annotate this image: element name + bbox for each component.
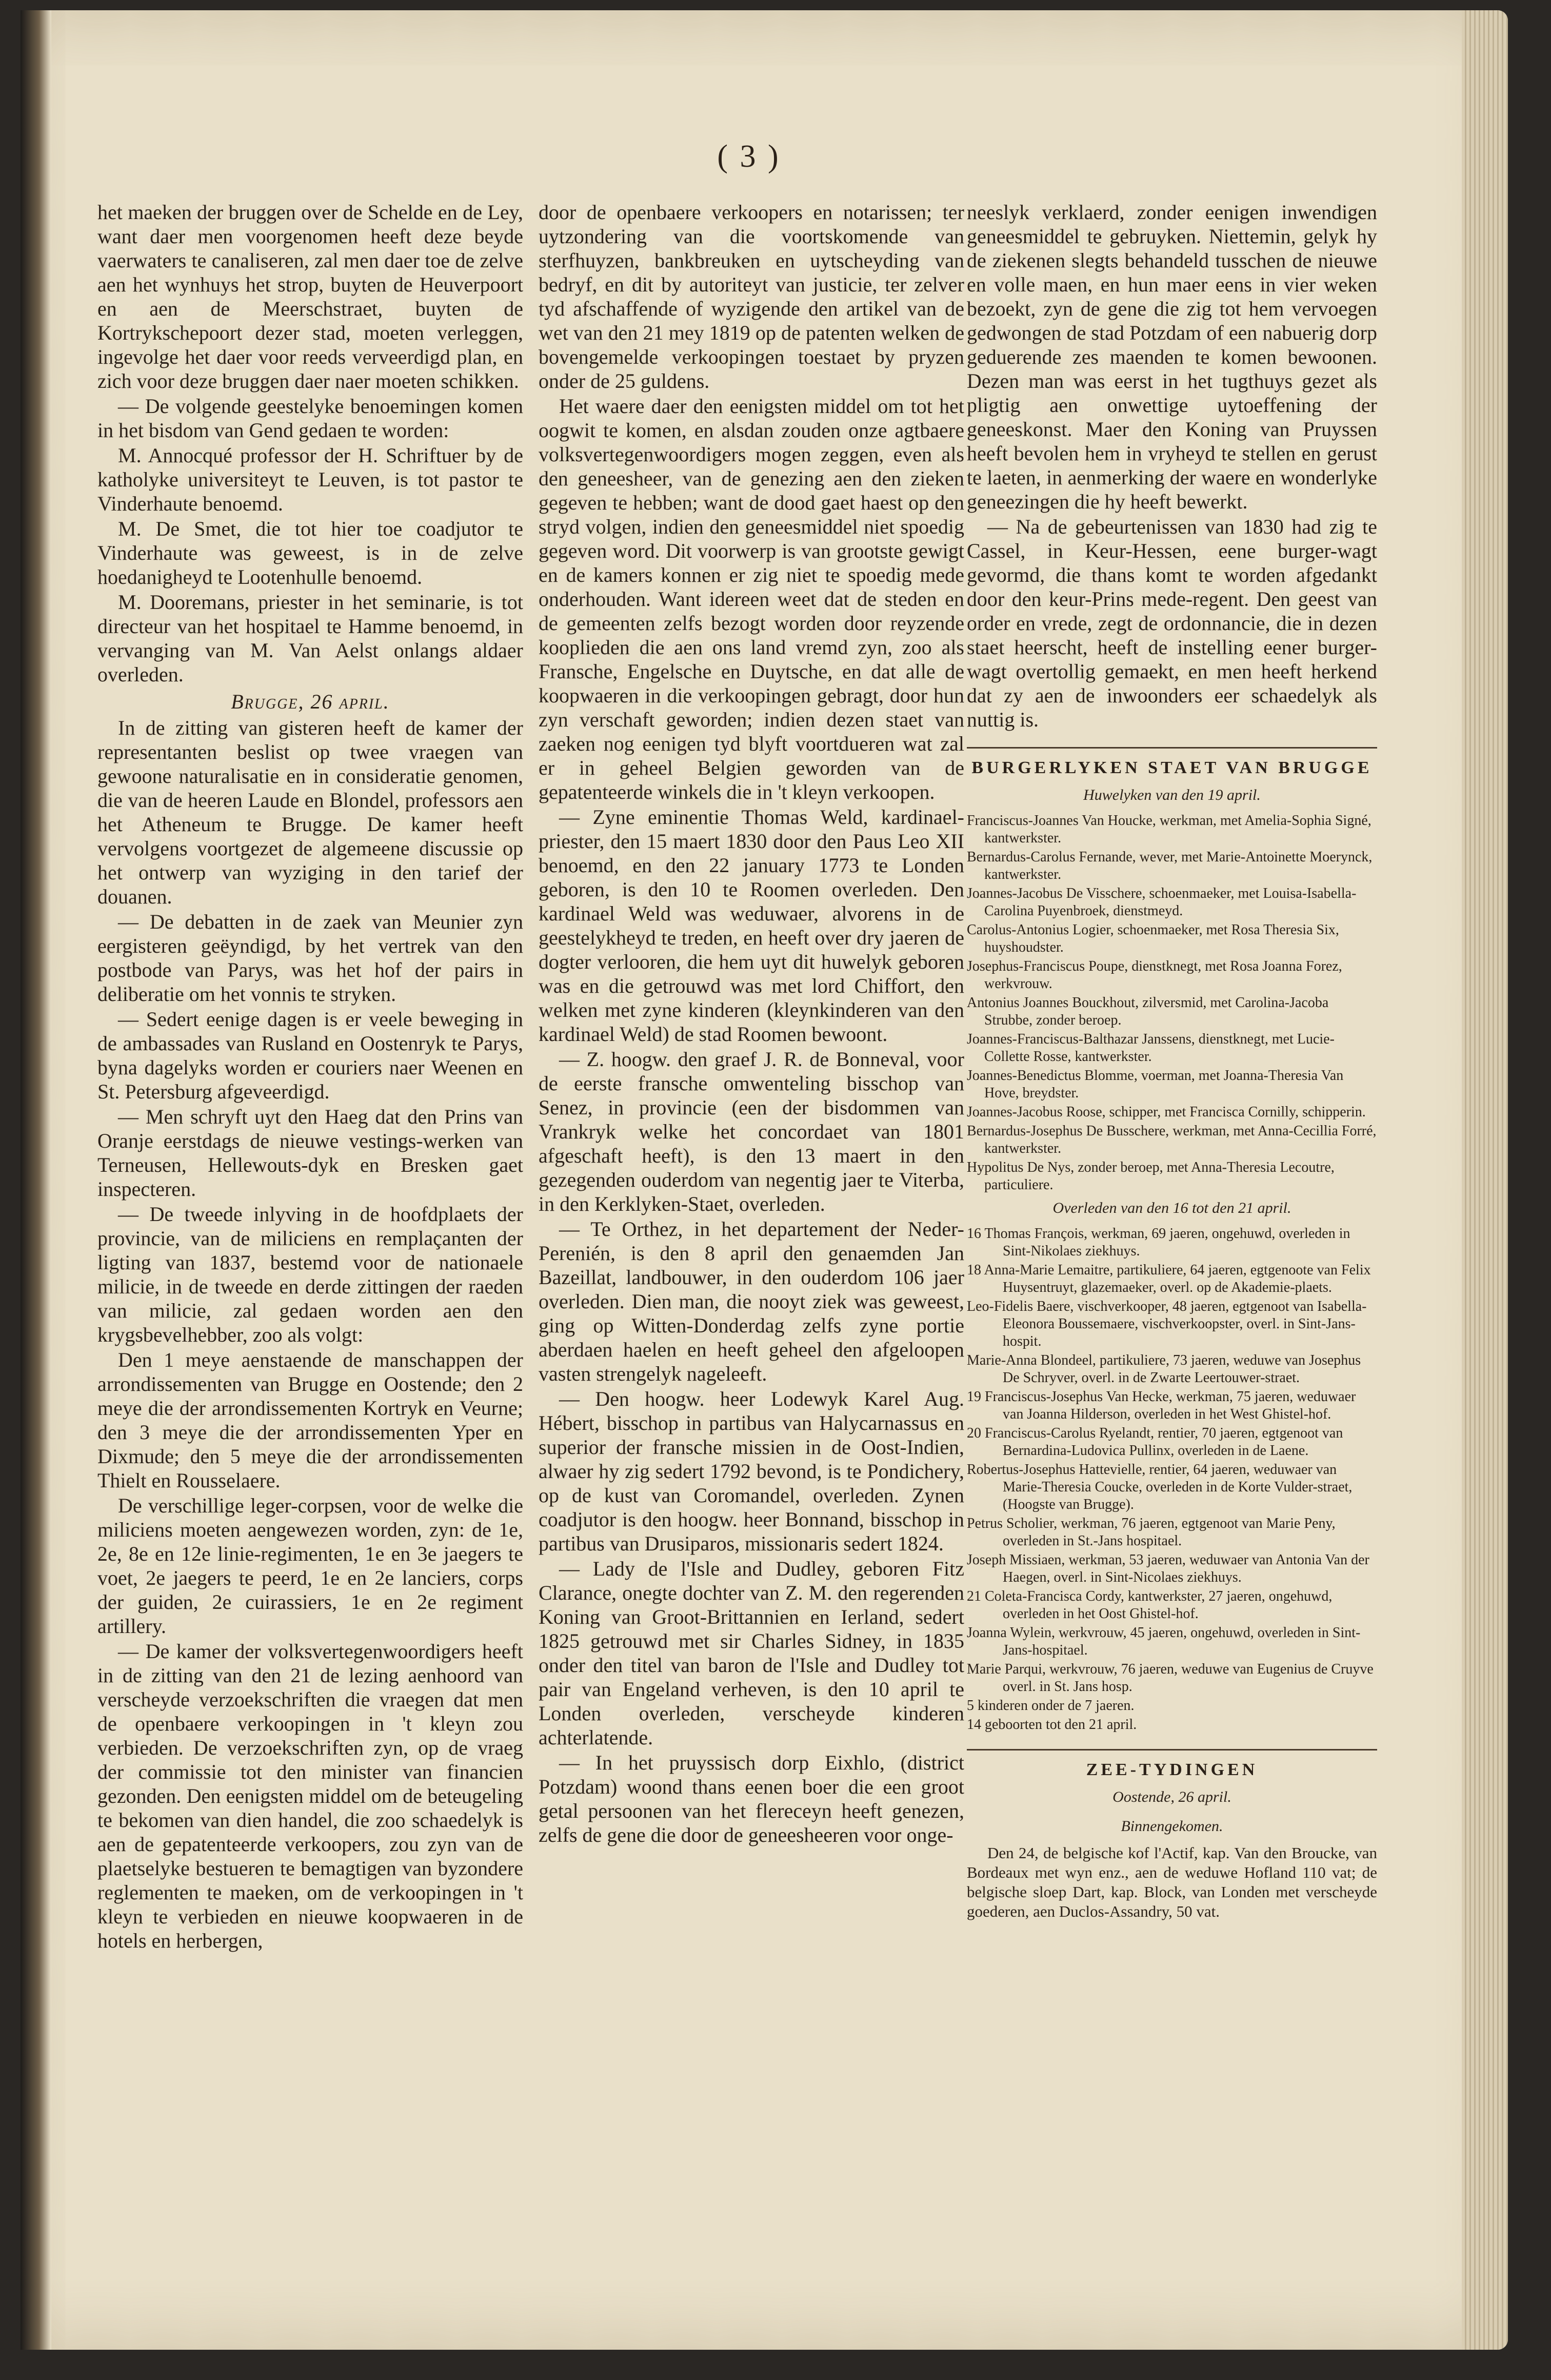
list-item: 18 Anna-Marie Lemaitre, partikuliere, 64 jaeren, egtgenoote van Felix Huysentruyt, glazemaeker, overl. op de Akademie-plaets.	[967, 1262, 1371, 1295]
paragraph: M. Annocqué professor der H. Schriftuer by de katholyke universiteyt te Leuven, is tot pastor te Vinderhaute benoemd.	[97, 444, 523, 515]
sea-news-body	[967, 1843, 1377, 1921]
newspaper-page	[21, 10, 1508, 2350]
paragraph: door de openbaere verkoopers en notarissen; ter uytzondering van die voortskomende van sterfhuyzen, bankbreuken en uytscheyding van bedryf, en dit by autoriteyt van justicie, ter zelver tyd afschaffende of wyzigende den artikel van de wet van den 21 mey 1819 op de patenten welken de bovengemelde verkoopingen toestaet by pryzen onder de 25 guldens.	[539, 201, 964, 392]
dateline: Brugge, 26 april.	[231, 690, 390, 713]
paragraph: — Te Orthez, in het departement der Neder-Perenién, is den 8 april den genaemden Jan Bazeillat, landbouwer, in den ouderdom 106 jaer overleden. Dien man, die nooyt ziek was geweest, ging op Witten-Donderdag zelfs zyne portie aberdaen haelen en heeft geheel den afgeloopen vasten strengelyk nageleeft.	[539, 1217, 964, 1385]
marriages-list	[967, 812, 1377, 1194]
list-item: Joannes-Franciscus-Balthazar Janssens, dienstknegt, met Lucie-Collette Rosse, kantwerkster.	[967, 1031, 1335, 1065]
page-gutter-shadow	[21, 10, 51, 2350]
column-1	[97, 200, 523, 1954]
paragraph: M. De Smet, die tot hier toe coadjutor te Vinderhaute was geweest, is in de zelve hoedanigheyd te Lootenhulle benoemd.	[97, 517, 523, 588]
paragraph: — Men schryft uyt den Haeg dat den Prins van Oranje eerstdags de nieuwe vestings-werken van Terneusen, Hellewouts-dyk en Bresken gaet inspecteren.	[97, 1105, 523, 1201]
paragraph: Den 24, de belgische kof l'Actif, kap. Van den Broucke, van Bordeaux met wyn enz., aen de weduwe Hofland 110 vat; de belgische sloep Dart, kap. Block, van Londen met verscheyde goederen, aen Duclos-Assandry, 50 vat.	[967, 1844, 1377, 1920]
column-3	[967, 200, 1377, 1922]
paragraph: — De debatten in de zaek van Meunier zyn eergisteren geëyndigd, by het vertrek van den postbode van Parys, was het hof der pairs in deliberatie om het vonnis te stryken.	[97, 910, 523, 1006]
list-item: Bernardus-Josephus De Busschere, werkman, met Anna-Cecillia Forré, kantwerkster.	[967, 1123, 1377, 1156]
paragraph: Het waere daer den eenigsten middel om tot het oogwit te komen, en alsdan zouden onze agtbaere volksvertegenwoordigers mogen zeggen, even als den geneesheer, van de genezing aen den zieken gegeven te hebben; want de dood gaet haest op den stryd volgen, indien den geneesmiddel niet spoedig gegeven word. Dit voorwerp is van grootste gewigt en de kamers konnen er zig niet te spoedig mede onderhouden. Want idereen weet dat de steden en de gemeenten zelfs bezogt worden door reyzende kooplieden die aen ons land vremd zyn, zoo als Fransche, Engelsche en Duytsche, en dat alle de koopwaeren in die verkoopingen gebragt, door hun zyn verschaft geworden; indien dezen staet van zaeken nog eenigen tyd blyft voortdueren wat zal er in geheel Belgien geworden van de gepatenteerde winkels die in 't kleyn verkoopen.	[539, 395, 964, 803]
list-item: Carolus-Antonius Logier, schoenmaeker, met Rosa Theresia Six, huyshoudster.	[967, 922, 1339, 955]
list-item: 21 Coleta-Francisca Cordy, kantwerkster, 27 jaeren, ongehuwd, overleden in het Oost Ghistel-hof.	[967, 1588, 1333, 1622]
list-item: 5 kinderen onder de 7 jaeren.	[967, 1698, 1135, 1714]
paragraph: — De tweede inlyving in de hoofdplaets der provincie, van de miliciens en remplaçanten der ligting van 1837, bestemd voor de nationaele milicie, in de tweede en derde zittingen der raeden van milicie, zal gedaen worden aen den krygsbevelhebber, zoo als volgt:	[97, 1203, 523, 1346]
paragraph: het maeken der bruggen over de Schelde en de Ley, want daer men voorgenomen heeft deze beyde vaerwaters te canaliseren, zal men daer toe de zelve aen het wynhuys het strop, buyten de Heuverpoort en aen de Meerschstraet, buyten de Kortrykschepoort dezer stad, moeten verleggen, ingevolge het daer voor reeds verveerdigd plan, en zich voor deze bruggen daer naer moeten schikken.	[97, 201, 523, 392]
paragraph: — Z. hoogw. den graef J. R. de Bonneval, voor de eerste fransche omwenteling bisschop van Senez, in provincie (een der bisdommen van Vrankryk welke het concordaet van 1801 afgeschaft heeft), is den 13 maert in den gezegenden ouderdom van negentig jaer te Viterba, in den Kerklyken-Staet, overleden.	[539, 1048, 964, 1215]
paragraph: neeslyk verklaerd, zonder eenigen inwendigen geneesmiddel te gebruyken. Niettemin, gelyk hy de ziekenen slegts behandeld tusschen de nieuwe en volle maen, en hun maer eens in vier weken bezoekt, zyn de gene die zig tot hem vervoegen gedwongen de stad Potzdam of een nabuerig dorp geduerende zes maenden te komen bewoonen. Dezen man was eerst in het tugthuys gezet als pligtig aen onwettige uytoeffening der geneeskonst. Maer den Koning van Pruyssen heeft bevolen hem in vryheyd te stellen en gerust te laeten, in aenmerking der waere en wonderlyke geneezingen die hy heeft bewerkt.	[967, 201, 1377, 513]
paragraph: — De kamer der volksvertegenwoordigers heeft in de zitting van den 21 de lezing aenhoord van verscheyde verzoekschriften die vraegen dat men de openbaere verkoopingen in 't kleyn zou verbieden. De verzoekschriften zyn, op de vraeg der commissie tot den minister van financien gezonden. Den eenigsten middel om de beteugeling te bekomen van dien handel, die zoo schaedelyk is aen de gepatenteerde verkoopers, zou zyn van de plaetselyke bestueren te bemagtigen van byzondere reglementen te maeken, om de verkoopingen in 't kleyn te verbieden en nieuwe koopwaeren in de hotels en herbergen,	[97, 1640, 523, 1952]
list-item: Bernardus-Carolus Fernande, wever, met Marie-Antoinette Moerynck, kantwerkster.	[967, 849, 1373, 882]
page-edge-stack	[1462, 10, 1508, 2350]
list-item: Petrus Scholier, werkman, 76 jaeren, egtgenoot van Marie Peny, overleden in St.-Jans hospitael.	[967, 1516, 1336, 1549]
list-item: Marie-Anna Blondeel, partikuliere, 73 jaeren, weduwe van Josephus De Schryver, overl. in de Zwarte Leertouwer-straet.	[967, 1352, 1361, 1386]
deaths-heading: Overleden van den 16 tot den 21 april.	[1052, 1199, 1291, 1216]
list-item: Joanna Wylein, werkvrouw, 45 jaeren, ongehuwd, overleden in Sint-Jans-hospitael.	[967, 1625, 1361, 1658]
deaths-list	[967, 1225, 1377, 1734]
paragraph: — Zyne eminentie Thomas Weld, kardinael-priester, den 15 maert 1830 door den Paus Leo XII benoemd, en den 22 january 1773 te Londen geboren, is den 10 te Roomen overleden. Den kardinael Weld was weduwaer, alvorens in de geestelykheyd te treden, en heeft over dry jaeren de dogter verlooren, die hem uyt dit huwelyk geboren was en die getrouwd was met lord Chiffort, den welken met zyne kinderen (kleynkinderen van den kardinael Weld) de stad Roomen bewoont.	[539, 805, 964, 1046]
list-item: Josephus-Franciscus Poupe, dienstknegt, met Rosa Joanna Forez, werkvrouw.	[967, 958, 1342, 992]
list-item: 16 Thomas François, werkman, 69 jaeren, ongehuwd, overleden in Sint-Nikolaes ziekhuys.	[967, 1226, 1350, 1259]
sea-news-heading: ZEE-TYDINGEN	[967, 1749, 1377, 1782]
paragraph: — Lady de l'Isle and Dudley, geboren Fitz Clarance, onegte dochter van Z. M. den regerenden Koning van Groot-Brittannien en Ierland, sedert 1825 getrouwd met sir Charles Sidney, in 1835 onder den titel van baron de l'Isle and Dudley tot pair van Engeland verheven, is den 10 april te Londen overleden, verscheyde kinderen achterlatende.	[539, 1557, 964, 1749]
paragraph: M. Dooremans, priester in het seminarie, is tot directeur van het hospitael te Hamme benoemd, in vervanging van M. Van Aelst onlangs aldaer overleden.	[97, 591, 523, 686]
list-item: Hypolitus De Nys, zonder beroep, met Anna-Theresia Lecoutre, particuliere.	[967, 1159, 1335, 1193]
marriages-heading: Huwelyken van den 19 april.	[1083, 786, 1261, 803]
paragraph: Den 1 meye aenstaende de manschappen der arrondissementen van Brugge en Oostende; den 2 meye die der arrondissementen Kortryk en Veurne; den 3 meye die der arrondissementen Yper en Dixmude; den 5 meye die der arrondissementen Thielt en Rousselaere.	[97, 1348, 523, 1492]
list-item: 19 Franciscus-Josephus Van Hecke, werkman, 75 jaeren, weduwaer van Joanna Hilderson, overleden in het West Ghistel-hof.	[967, 1389, 1356, 1422]
column-2	[539, 200, 964, 1848]
civil-registry-heading: BURGERLYKEN STAET VAN BRUGGE	[967, 747, 1377, 780]
paragraph: — De volgende geestelyke benoemingen komen in het bisdom van Gend gedaen te worden:	[97, 395, 523, 442]
page-number: ( 3 )	[717, 139, 781, 174]
paragraph: — In het pruyssisch dorp Eixhlo, (district Potzdam) woond thans eenen boer die een groot getal persoonen van het flereceyn heeft genezen, zelfs de gene die door de geneesheeren voor onge-	[539, 1751, 964, 1846]
list-item: Leo-Fidelis Baere, vischverkooper, 48 jaeren, egtgenoot van Isabella-Eleonora Boussemaere, vischverkoopster, overl. in Sint-Jans-hospit.	[967, 1299, 1367, 1349]
list-item: Joannes-Benedictus Blomme, voerman, met Joanna-Theresia Van Hove, breydster.	[967, 1068, 1344, 1101]
paragraph: De verschillige leger-corpsen, voor de welke die miliciens moeten aengewezen worden, zyn: de 1e, 2e, 8e en 12e linie-regimenten, 1e en 3e jaegers te voet, 2e jaegers te peerd, 1e en 2e lanciers, corps der guiden, 2e cuirassiers, 1e en 2e regiment artillery.	[97, 1494, 523, 1638]
list-item: Antonius Joannes Bouckhout, zilversmid, met Carolina-Jacoba Strubbe, zonder beroep.	[967, 995, 1329, 1028]
list-item: Marie Parqui, werkvrouw, 76 jaeren, weduwe van Eugenius de Cruyve overl. in St. Jans hosp.	[967, 1661, 1374, 1695]
list-item: Robertus-Josephus Hattevielle, rentier, 64 jaeren, weduwaer van Marie-Theresia Coucke, overleden in de Korte Vulder-straet, (Hoogste van Brugge).	[967, 1462, 1353, 1512]
list-item: Joannes-Jacobus Roose, schipper, met Francisca Cornilly, schipperin.	[967, 1104, 1366, 1120]
list-item: Joseph Missiaen, werkman, 53 jaeren, weduwaer van Antonia Van der Haegen, overl. in Sint-Nicolaes ziekhuys.	[967, 1552, 1369, 1585]
paragraph: In de zitting van gisteren heeft de kamer der representanten beslist op twee vraegen van gewoone naturalisatie en in consideratie genomen, die van de heeren Laude en Blondel, professors aen het Atheneum te Brugge. De kamer heeft vervolgens voortgezet de algemeene discussie op het ontwerp van wyziging in den tarief der douanen.	[97, 716, 523, 908]
list-item: Franciscus-Joannes Van Houcke, werkman, met Amelia-Sophia Signé, kantwerkster.	[967, 813, 1371, 846]
paragraph: — Den hoogw. heer Lodewyk Karel Aug. Hébert, bisschop in partibus van Halycarnassus en superior der fransche missien in de Oost-Indien, alwaer hy zig sedert 1792 bevond, is te Pondichery, op de kust van Coromandel, overleden. Zynen coadjutor is den hoogw. heer Bonnand, bisschop in partibus van Drusiparos, missionaris sedert 1824.	[539, 1387, 964, 1555]
sea-news-dateline: Oostende, 26 april.	[1112, 1788, 1231, 1805]
paragraph: — Sedert eenige dagen is er veele beweging in de ambassades van Rusland en Oostenryk te Parys, byna dagelyks worden er couriers naer Weenen en St. Petersburg afgeveerdigd.	[97, 1008, 523, 1103]
sea-news-subheading: Binnengekomen.	[1121, 1818, 1223, 1835]
list-item: 20 Franciscus-Carolus Ryelandt, rentier, 70 jaeren, egtgenoot van Bernardina-Ludovica Pullinx, overleden in de Laene.	[967, 1425, 1343, 1459]
paragraph: — Na de gebeurtenissen van 1830 had zig te Cassel, in Keur-Hessen, eene burger-wagt gevormd, die thans komt te worden afgedankt door den keur-Prins mede-regent. Den geest van order en vrede, zegt de ordonnancie, die in dezen staet heerscht, heeft de instelling eener burger-wagt overtollig gemaekt, en men heeft herkend dat zy aen de inwoonders eer schaedelyk als nuttig is.	[967, 515, 1377, 731]
list-item: Joannes-Jacobus De Visschere, schoenmaeker, met Louisa-Isabella-Carolina Puyenbroek, dienstmeyd.	[967, 886, 1357, 919]
list-item: 14 geboorten tot den 21 april.	[967, 1717, 1137, 1733]
